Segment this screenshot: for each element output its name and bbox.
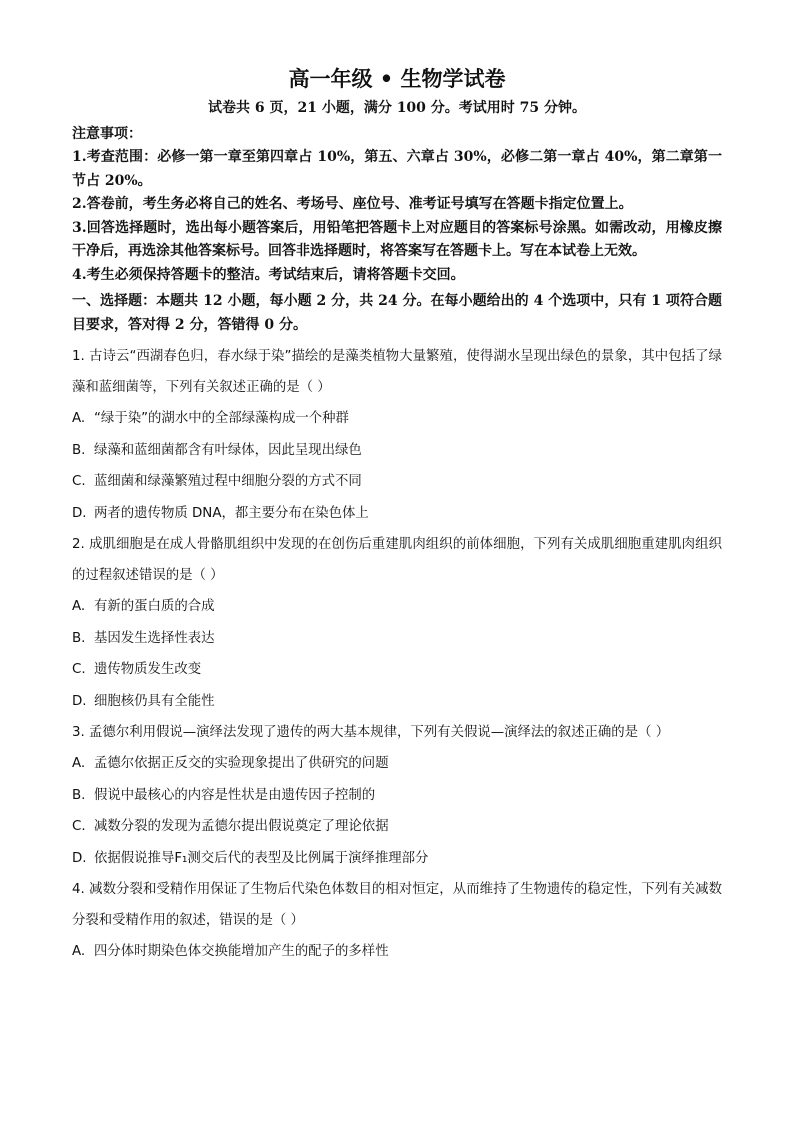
option-letter: B.	[72, 630, 86, 646]
option-d	[72, 843, 722, 875]
notice-item-3: 3.回答选择题时，选出每小题答案后，用铅笔把答题卡上对应题目的答案标号涂黑。如需改动，用橡皮擦干净后，再选涂其他答案标号。回答非选择题时，将答案写在答题卡上。写在本试卷上无效。	[72, 219, 722, 259]
option-letter: B.	[72, 442, 86, 458]
notice-heading: 注意事项：	[72, 126, 142, 142]
question-3	[72, 717, 722, 874]
option-letter: B.	[72, 787, 86, 803]
question-1	[72, 341, 722, 529]
option-c	[72, 811, 722, 843]
option-text: 孟德尔依据正反交的实验现象提出了供研究的问题	[94, 756, 389, 771]
notice-item-1: 1.考查范围：必修一第一章至第四章占 10%，第五、六章占 30%，必修二第一章占 40%，第二章第一节占 20%。	[72, 149, 722, 189]
option-letter: C.	[72, 819, 86, 834]
option-d	[72, 498, 722, 530]
option-letter: D.	[72, 505, 87, 521]
option-letter: D.	[72, 693, 87, 709]
notice-item-4: 4.考生必须保持答题卡的整洁。考试结束后，请将答题卡交回。	[72, 266, 465, 283]
option-b	[72, 435, 722, 467]
question-stem: 3. 孟德尔利用假说—演绎法发现了遗传的两大基本规律，下列有关假说—演绎法的叙述正确的是（ ）	[72, 725, 670, 740]
notice-block	[72, 122, 722, 287]
option-text: 两者的遗传物质 DNA，都主要分布在染色体上	[94, 505, 369, 521]
option-text: 假说中最核心的内容是性状是由遗传因子控制的	[94, 787, 376, 803]
option-text: “绿于染”的湖水中的全部绿藻构成一个种群	[94, 411, 349, 426]
option-b	[72, 623, 722, 655]
option-letter: A.	[72, 599, 86, 614]
option-letter: C.	[72, 662, 86, 677]
option-c	[72, 466, 722, 498]
question-stem: 1. 古诗云“西湖春色归，春水绿于染”描绘的是藻类植物大量繁殖，使得湖水呈现出绿色的景象，其中包括了绿藻和蓝细菌等，下列有关叙述正确的是（ ）	[72, 349, 722, 395]
option-text: 依据假说推导F₁测交后代的表型及比例属于演绎推理部分	[94, 850, 429, 866]
exam-title: 高一年级 • 生物学试卷	[288, 66, 506, 91]
exam-subtitle: 试卷共 6 页，21 小题，满分 100 分。考试用时 75 分钟。	[207, 100, 587, 116]
option-letter: A.	[72, 411, 86, 426]
option-c	[72, 654, 722, 686]
option-text: 基因发生选择性表达	[94, 630, 215, 646]
question-4	[72, 874, 722, 968]
option-text: 蓝细菌和绿藻繁殖过程中细胞分裂的方式不同	[94, 474, 362, 489]
option-text: 有新的蛋白质的合成	[94, 599, 215, 614]
exam-page	[72, 62, 722, 968]
option-letter: C.	[72, 474, 86, 489]
option-letter: D.	[72, 850, 87, 866]
question-2	[72, 529, 722, 717]
option-a	[72, 403, 722, 435]
option-text: 减数分裂的发现为孟德尔提出假说奠定了理论依据	[94, 819, 389, 834]
option-text: 绿藻和蓝细菌都含有叶绿体，因此呈现出绿色	[94, 442, 362, 458]
section-heading: 一、选择题：本题共 12 小题，每小题 2 分，共 24 分。在每小题给出的 4 个选项中，只有 1 项符合题目要求，答对得 2 分，答错得 0 分。	[72, 293, 722, 333]
notice-item-2: 2.答卷前，考生务必将自己的姓名、考场号、座位号、准考证号填写在答题卡指定位置上。	[72, 196, 633, 212]
option-a	[72, 591, 722, 623]
option-text: 遗传物质发生改变	[94, 662, 202, 677]
option-letter: A.	[72, 944, 86, 959]
option-d	[72, 686, 722, 718]
option-a	[72, 748, 722, 780]
option-letter: A.	[72, 756, 86, 771]
option-text: 四分体时期染色体交换能增加产生的配子的多样性	[94, 944, 389, 959]
question-stem: 4. 减数分裂和受精作用保证了生物后代染色体数目的相对恒定，从而维持了生物遗传的稳定性，下列有关减数分裂和受精作用的叙述，错误的是（ ）	[72, 882, 722, 928]
question-stem: 2. 成肌细胞是在成人骨骼肌组织中发现的在创伤后重建肌肉组织的前体细胞，下列有关成肌细胞重建肌肉组织的过程叙述错误的是（ ）	[72, 537, 722, 583]
option-a	[72, 936, 722, 968]
option-text: 细胞核仍具有全能性	[94, 693, 215, 709]
option-b	[72, 780, 722, 812]
